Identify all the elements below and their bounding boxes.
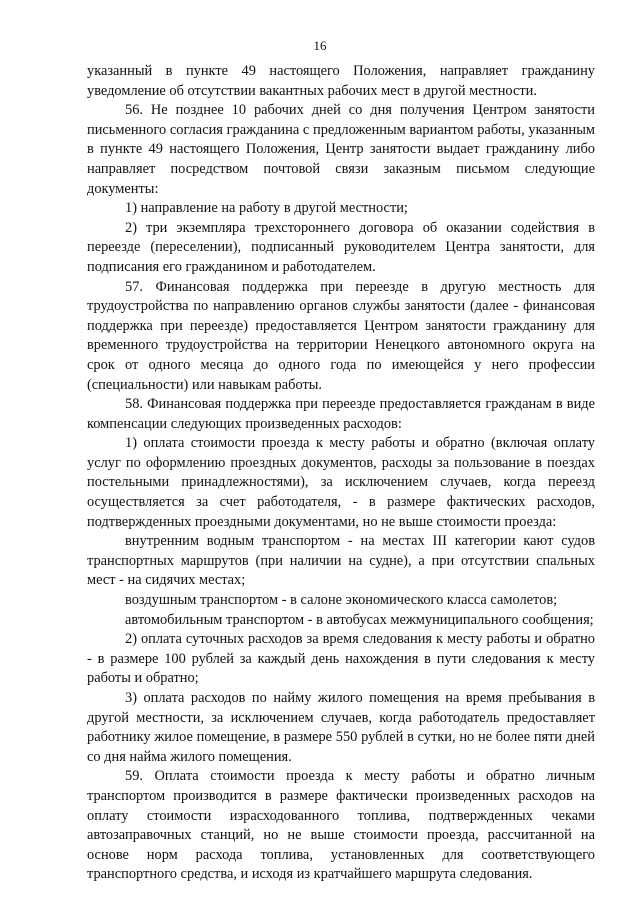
paragraph-58-item-1: 1) оплата стоимости проезда к месту работы и обратно (включая оплату услуг по оформлению проездных документов, расходы за пользование в поездах постельными принадлежностями), за исключением случаев, когда переезд осуществляется за счет работодателя, - в размере фактических расходов, подтвержденных проездными документами, но не выше стоимости проезда: — [87, 435, 595, 530]
paragraph-56-item-2: 2) три экземпляра трехстороннего договора об оказании содействия в переезде (переселении), подписанный руководителем Центра занятости, для подписания его гражданином и работодателем. — [87, 219, 595, 275]
paragraph-57: 57. Финансовая поддержка при переезде в другую местность для трудоустройства по направлению органов службы занятости (далее - финансовая поддержка при переезде) предоставляется Центром занятости гражданину для временного трудоустройства на территории Ненецкого автономного округа на срок от одного месяца до одного года по имеющейся у него профессии (специальности) или навыкам работы. — [87, 278, 595, 393]
paragraph-58-air-transport: воздушным транспортом - в салоне экономического класса самолетов; — [125, 592, 558, 609]
paragraph-58-item-3: 3) оплата расходов по найму жилого помещения на время пребывания в другой местности, за исключением случаев, когда работодатель предоставляет работнику жилое помещение, в размере 550 рублей в сутки, но не более пяти дней со дня найма жилого помещения. — [87, 690, 595, 765]
paragraph-56: 56. Не позднее 10 рабочих дней со дня получения Центром занятости письменного согласия гражданина с предложенным вариантом работы, указанным в пункте 49 настоящего Положения, Центр занятости выдает гражданину либо направляет посредством почтовой связи заказным письмом следующие документы: — [87, 102, 595, 197]
paragraph-continuation: указанный в пункте 49 настоящего Положения, направляет гражданину уведомление об отсутствии вакантных рабочих мест в другой местности. — [87, 63, 595, 99]
document-body — [87, 62, 595, 885]
paragraph-58-water-transport: внутренним водным транспортом - на местах III категории кают судов транспортных маршрутов (при наличии на судне), а при отсутствии спальных мест - на сидячих местах; — [87, 533, 595, 589]
paragraph-56-item-1: 1) направление на работу в другой местности; — [125, 200, 408, 217]
paragraph-58-item-2: 2) оплата суточных расходов за время следования к месту работы и обратно - в размере 100 рублей за каждый день нахождения в пути следования к месту работы и обратно; — [87, 631, 595, 687]
paragraph-58-road-transport: автомобильным транспортом - в автобусах межмуниципального сообщения; — [125, 611, 594, 628]
paragraph-58: 58. Финансовая поддержка при переезде предоставляется гражданам в виде компенсации следующих произведенных расходов: — [87, 396, 595, 432]
paragraph-59: 59. Оплата стоимости проезда к месту работы и обратно личным транспортом производится в размере фактически произведенных расходов на оплату стоимости израсходованного топлива, подтвержденных чеками автозаправочных станций, но не выше стоимости проезда, рассчитанной на основе норм расхода топлива, установленных для соответствующего транспортного средства, и исходя из кратчайшего маршрута следования. — [87, 768, 595, 883]
page-number: 16 — [313, 38, 327, 53]
